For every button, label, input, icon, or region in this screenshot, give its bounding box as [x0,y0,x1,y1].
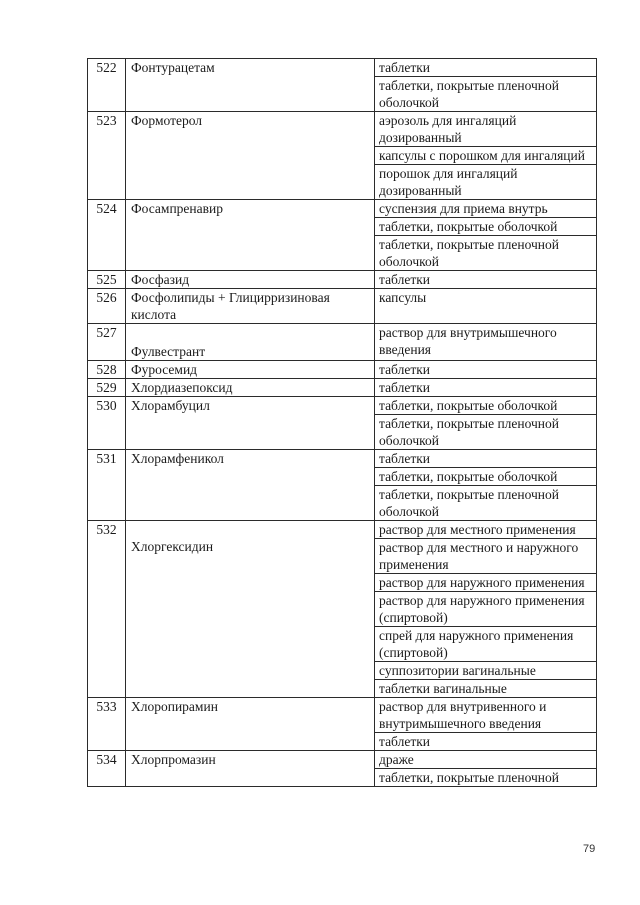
drug-name: Хлордиазепоксид [126,379,375,397]
dosage-form: таблетки [375,271,597,289]
table-row [88,112,597,147]
table-row [88,698,597,733]
entry-number: 530 [88,397,126,450]
drug-name: Хлорпромазин [126,751,375,787]
dosage-form: таблетки [375,379,597,397]
dosage-form: таблетки, покрытые пленочной оболочкой [375,486,597,521]
dosage-form: таблетки, покрытые пленочной оболочкой [375,77,597,112]
entry-number: 532 [88,521,126,698]
dosage-form: таблетки, покрытые пленочной оболочкой [375,236,597,271]
dosage-form: раствор для внутримышечного введения [375,324,597,361]
table-row [88,450,597,468]
dosage-form: аэрозоль для ингаляций дозированный [375,112,597,147]
dosage-form: спрей для наружного применения (спиртовой) [375,627,597,662]
table-row [88,379,597,397]
table-row [88,361,597,379]
table-row [88,200,597,218]
dosage-form: драже [375,751,597,769]
drug-table [87,58,597,787]
dosage-form: таблетки [375,361,597,379]
dosage-form: суспензия для приема внутрь [375,200,597,218]
table-row [88,59,597,77]
dosage-form: таблетки, покрытые оболочкой [375,397,597,415]
drug-name: Хлоропирамин [126,698,375,751]
entry-number: 524 [88,200,126,271]
entry-number: 523 [88,112,126,200]
drug-name: Хлорамфеникол [126,450,375,521]
table-row [88,521,597,539]
drug-name: Хлоргексидин [131,539,214,554]
dosage-form: раствор для местного применения [375,521,597,539]
dosage-form: таблетки, покрытые пленочной [375,769,597,787]
dosage-form: таблетки, покрытые оболочкой [375,218,597,236]
entry-number: 534 [88,751,126,787]
dosage-form: капсулы с порошком для ингаляций [375,147,597,165]
entry-number: 533 [88,698,126,751]
drug-name-cell [126,324,375,361]
entry-number: 529 [88,379,126,397]
entry-number: 522 [88,59,126,112]
entry-number: 528 [88,361,126,379]
entry-number: 525 [88,271,126,289]
entry-number: 531 [88,450,126,521]
drug-name: Фосампренавир [126,200,375,271]
entry-number: 526 [88,289,126,324]
table-row [88,289,597,324]
drug-name: Фулвестрант [131,344,206,359]
dosage-form: капсулы [375,289,597,324]
drug-name: Фонтурацетам [126,59,375,112]
dosage-form: таблетки [375,733,597,751]
dosage-form: раствор для наружного применения (спиртовой) [375,592,597,627]
dosage-form: таблетки [375,59,597,77]
table-row [88,751,597,769]
dosage-form: раствор для местного и наружного применения [375,539,597,574]
dosage-form: суппозитории вагинальные [375,662,597,680]
dosage-form: раствор для внутривенного и внутримышечного введения [375,698,597,733]
drug-name: Фуросемид [126,361,375,379]
entry-number: 527 [88,324,126,361]
drug-name-cell [126,521,375,698]
dosage-form: порошок для ингаляций дозированный [375,165,597,200]
drug-name: Хлорамбуцил [126,397,375,450]
drug-name: Фосфолипиды + Глицирризиновая кислота [126,289,375,324]
dosage-form: таблетки [375,450,597,468]
table-row [88,324,597,361]
page-number: 79 [583,843,596,855]
dosage-form: таблетки, покрытые пленочной оболочкой [375,415,597,450]
dosage-form: таблетки вагинальные [375,680,597,698]
drug-name: Фосфазид [126,271,375,289]
table-row [88,271,597,289]
dosage-form: таблетки, покрытые оболочкой [375,468,597,486]
drug-name: Формотерол [126,112,375,200]
dosage-form: раствор для наружного применения [375,574,597,592]
table-row [88,397,597,415]
